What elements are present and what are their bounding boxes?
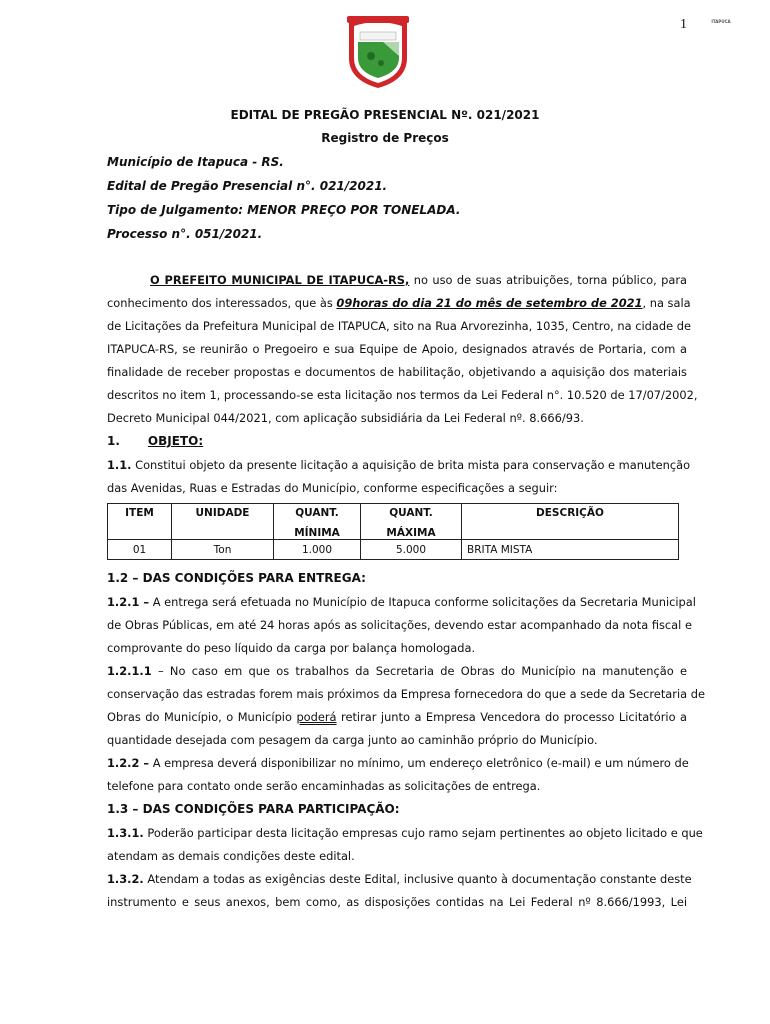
page-number: 1 [680, 17, 687, 32]
s11-line-1 [107, 458, 691, 472]
s132-line-1-text: Atendam a todas as exigências deste Edital, inclusive quanto à documentação constante deste [143, 872, 692, 886]
s1211-line-2: conservação das estradas forem mais próximos da Empresa fornecedora do que a sede da Secretaria de [107, 687, 705, 701]
mayor-heading: O PREFEITO MUNICIPAL DE ITAPUCA-RS, [150, 273, 410, 287]
s11-line-1-text: Constitui objeto da presente licitação a aquisição de brita mista para conservação e manutenção [131, 458, 691, 472]
itapuca-crest-logo [343, 8, 731, 90]
intro-line-2-pre: conhecimento dos interessados, que às [107, 296, 337, 310]
cell-quant-max: 5.000 [361, 540, 462, 560]
edital-subtitle: Registro de Preços [321, 131, 449, 145]
table-row [108, 540, 679, 560]
meta-process: Processo n°. 051/2021. [107, 227, 263, 241]
crest-emblem [343, 8, 413, 90]
s132-line-1 [107, 872, 692, 886]
s132-number: 1.3.2. [107, 872, 144, 886]
s11-line-2: das Avenidas, Ruas e Estradas do Município, conforme especificações a seguir: [107, 481, 558, 495]
table-header-row [108, 504, 679, 540]
s122-line-1-text: A empresa deverá disponibilizar no mínimo, um endereço eletrônico (e-mail) e um número de [149, 756, 689, 770]
s121-line-2: de Obras Públicas, em até 24 horas após as solicitações, devendo estar acompanhado da nota fiscal e [107, 618, 692, 632]
col-quant-min [274, 504, 361, 540]
section-1-label: OBJETO: [147, 434, 204, 448]
crest-banner-text: ITAPUCA [711, 19, 731, 24]
meta-municipality: Município de Itapuca - RS. [107, 155, 284, 169]
cell-quant-min: 1.000 [274, 540, 361, 560]
intro-line-2-post: , na sala [642, 296, 691, 310]
intro-line-4: ITAPUCA-RS, se reunirão o Pregoeiro e sua Equipe de Apoio, designados através de Portaria, com a [107, 342, 687, 356]
s1211-line-4: quantidade desejada com pesagem da carga junto ao caminhão próprio do Município. [107, 733, 598, 747]
col-quant-max [361, 504, 462, 540]
s122-line-2: telefone para contato onde serão encaminhadas as solicitações de entrega. [107, 779, 541, 793]
section-1-heading [107, 434, 203, 448]
cell-descricao: BRITA MISTA [462, 540, 679, 560]
col-item [108, 504, 172, 540]
s11-number: 1.1. [107, 458, 132, 472]
s122-line-1 [107, 756, 687, 770]
s122-number: 1.2.2 – [107, 756, 150, 770]
edital-title: EDITAL DE PREGÃO PRESENCIAL Nº. 021/2021 [230, 108, 540, 122]
s1211-line-1 [107, 664, 687, 678]
col-quant-max-sub: MÁXIMA [386, 527, 436, 539]
s132-line-2: instrumento e seus anexos, bem como, as disposições contidas na Lei Federal nº 8.666/1993, Lei [107, 895, 687, 909]
col-quant-min-sub: MÍNIMA [294, 527, 340, 539]
s121-line-1 [107, 595, 696, 609]
col-unidade-label: UNIDADE [195, 507, 250, 519]
intro-line-7: Decreto Municipal 044/2021, com aplicação subsidiária da Lei Federal nº. 8.666/93. [107, 411, 584, 425]
section-1-number: 1. [107, 434, 120, 448]
col-quant-max-label: QUANT. [389, 507, 433, 519]
s131-line-2: atendam as demais condições deste edital. [107, 849, 355, 863]
s131-number: 1.3.1. [107, 826, 144, 840]
intro-line-2 [107, 296, 691, 310]
col-quant-min-label: QUANT. [295, 507, 339, 519]
s131-line-1 [107, 826, 703, 840]
meta-judgment-type: Tipo de Julgamento: MENOR PREÇO POR TONELADA. [107, 203, 461, 217]
s1211-line-3-post: retirar junto a Empresa Vencedora do processo Licitatório a [336, 710, 687, 724]
intro-line-6: descritos no item 1, processando-se esta licitação nos termos da Lei Federal n°. 10.520 de 17/07/2002, [107, 388, 698, 402]
s121-line-3: comprovante do peso líquido da carga por balança homologada. [107, 641, 476, 655]
items-table [107, 503, 679, 560]
col-descricao-label: DESCRIÇÃO [536, 507, 604, 519]
cell-unidade: Ton [172, 540, 274, 560]
intro-line-1 [150, 273, 687, 287]
section-1-3-heading: 1.3 – DAS CONDIÇÕES PARA PARTICIPAÇÃO: [107, 802, 400, 816]
cell-item: 01 [108, 540, 172, 560]
s121-line-1-text: A entrega será efetuada no Município de Itapuca conforme solicitações da Secretaria Municipal [149, 595, 696, 609]
intro-line-5: finalidade de receber propostas e documentos de habilitação, objetivando a aquisição dos materiais [107, 365, 687, 379]
s131-line-1-text: Poderão participar desta licitação empresas cujo ramo sejam pertinentes ao objeto licitado e que [143, 826, 703, 840]
intro-line-1-text: no uso de suas atribuições, torna público, para [409, 273, 687, 287]
session-datetime: 09horas do dia 21 do mês de setembro de 2021 [336, 296, 643, 310]
section-1-2-heading: 1.2 – DAS CONDIÇÕES PARA ENTREGA: [107, 571, 366, 585]
s1211-number: 1.2.1.1 [107, 664, 152, 678]
s1211-line-1-text: – No caso em que os trabalhos da Secretaria de Obras do Município na manutenção e [151, 664, 687, 678]
col-item-label: ITEM [125, 507, 154, 519]
meta-edital: Edital de Pregão Presencial n°. 021/2021. [107, 179, 388, 193]
s121-number: 1.2.1 – [107, 595, 150, 609]
intro-line-3: de Licitações da Prefeitura Municipal de ITAPUCA, sito na Rua Arvorezinha, 1035, Centro, na cidade de [107, 319, 691, 333]
s1211-emphasis: poderá [296, 710, 337, 724]
col-unidade [172, 504, 274, 540]
s1211-line-3-pre: Obras do Município, o Município [107, 710, 297, 724]
col-descricao [462, 504, 679, 540]
s1211-line-3 [107, 710, 687, 724]
